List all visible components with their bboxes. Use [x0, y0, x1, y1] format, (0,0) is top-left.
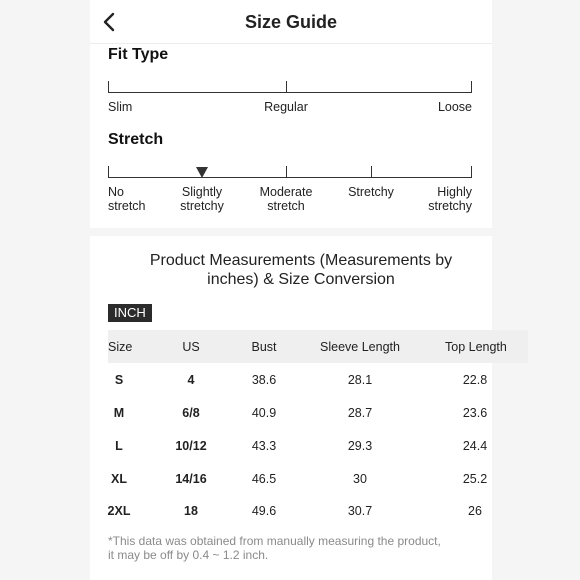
size-cell: S [114, 373, 124, 387]
sleeve-cell: 30 [353, 472, 367, 486]
page-title: Size Guide [244, 12, 338, 32]
stretch-option: Stretchy [348, 185, 394, 199]
header-bar [90, 0, 492, 44]
table-row [90, 429, 492, 461]
column-header: Sleeve Length [320, 340, 400, 354]
top-length-cell: 23.6 [462, 406, 488, 420]
us-cell: 18 [184, 504, 198, 518]
fit-type-scale [108, 92, 472, 93]
fit-type-tick [108, 81, 109, 92]
fit-option-regular: Regular [264, 100, 308, 114]
fit-type-label: Fit Type [108, 46, 169, 63]
us-cell: 10/12 [175, 439, 207, 453]
stretch-tick [286, 166, 287, 177]
size-cell: 2XL [107, 504, 131, 518]
fit-option-loose: Loose [437, 100, 472, 114]
column-header: Bust [251, 340, 277, 354]
bust-cell: 46.5 [251, 472, 277, 486]
sleeve-cell: 30.7 [347, 504, 373, 518]
stretch-tick [371, 166, 372, 177]
column-header: US [182, 340, 200, 354]
sleeve-cell: 28.7 [347, 406, 373, 420]
stretch-label: Stretch [108, 131, 164, 148]
top-length-cell: 22.8 [462, 373, 488, 387]
measurements-title: Product Measurements (Measurements by inches) & Size Conversion [149, 252, 453, 288]
fit-option-slim: Slim [108, 100, 133, 114]
stretch-selected-marker [196, 167, 208, 178]
sleeve-cell: 28.1 [347, 373, 373, 387]
measurement-note: *This data was obtained from manually measuring the product, it may be off by 0.4 ~ 1.2 inch. [108, 534, 441, 562]
top-length-cell: 26 [468, 504, 482, 518]
column-header: Size [108, 340, 133, 354]
table-row [90, 364, 492, 396]
size-guide-panel [90, 0, 492, 228]
size-cell: L [115, 439, 123, 453]
us-cell: 6/8 [182, 406, 200, 420]
table-row [90, 462, 492, 494]
stretch-option: Highly stretchy [428, 185, 472, 213]
bust-cell: 40.9 [251, 406, 277, 420]
table-header-row [90, 330, 507, 363]
fit-type-tick [471, 81, 472, 92]
bust-cell: 43.3 [251, 439, 277, 453]
fit-type-tick [286, 81, 287, 92]
sleeve-cell: 29.3 [347, 439, 373, 453]
unit-badge[interactable]: INCH [108, 304, 152, 322]
stretch-tick [108, 166, 109, 177]
table-row [90, 495, 492, 527]
size-cell: XL [111, 472, 127, 486]
size-cell: M [113, 406, 125, 420]
top-length-cell: 24.4 [462, 439, 488, 453]
stretch-option: No stretch [108, 185, 146, 213]
measurements-panel [90, 236, 507, 580]
table-row [90, 396, 492, 428]
stretch-option: Slightly stretchy [180, 185, 224, 213]
top-length-cell: 25.2 [462, 472, 488, 486]
stretch-tick [471, 166, 472, 177]
stretch-option: Moderate stretch [259, 185, 313, 213]
stretch-scale [108, 177, 472, 178]
bust-cell: 38.6 [251, 373, 277, 387]
us-cell: 14/16 [175, 472, 207, 486]
us-cell: 4 [187, 373, 195, 387]
column-header: Top Length [445, 340, 507, 354]
bust-cell: 49.6 [251, 504, 277, 518]
